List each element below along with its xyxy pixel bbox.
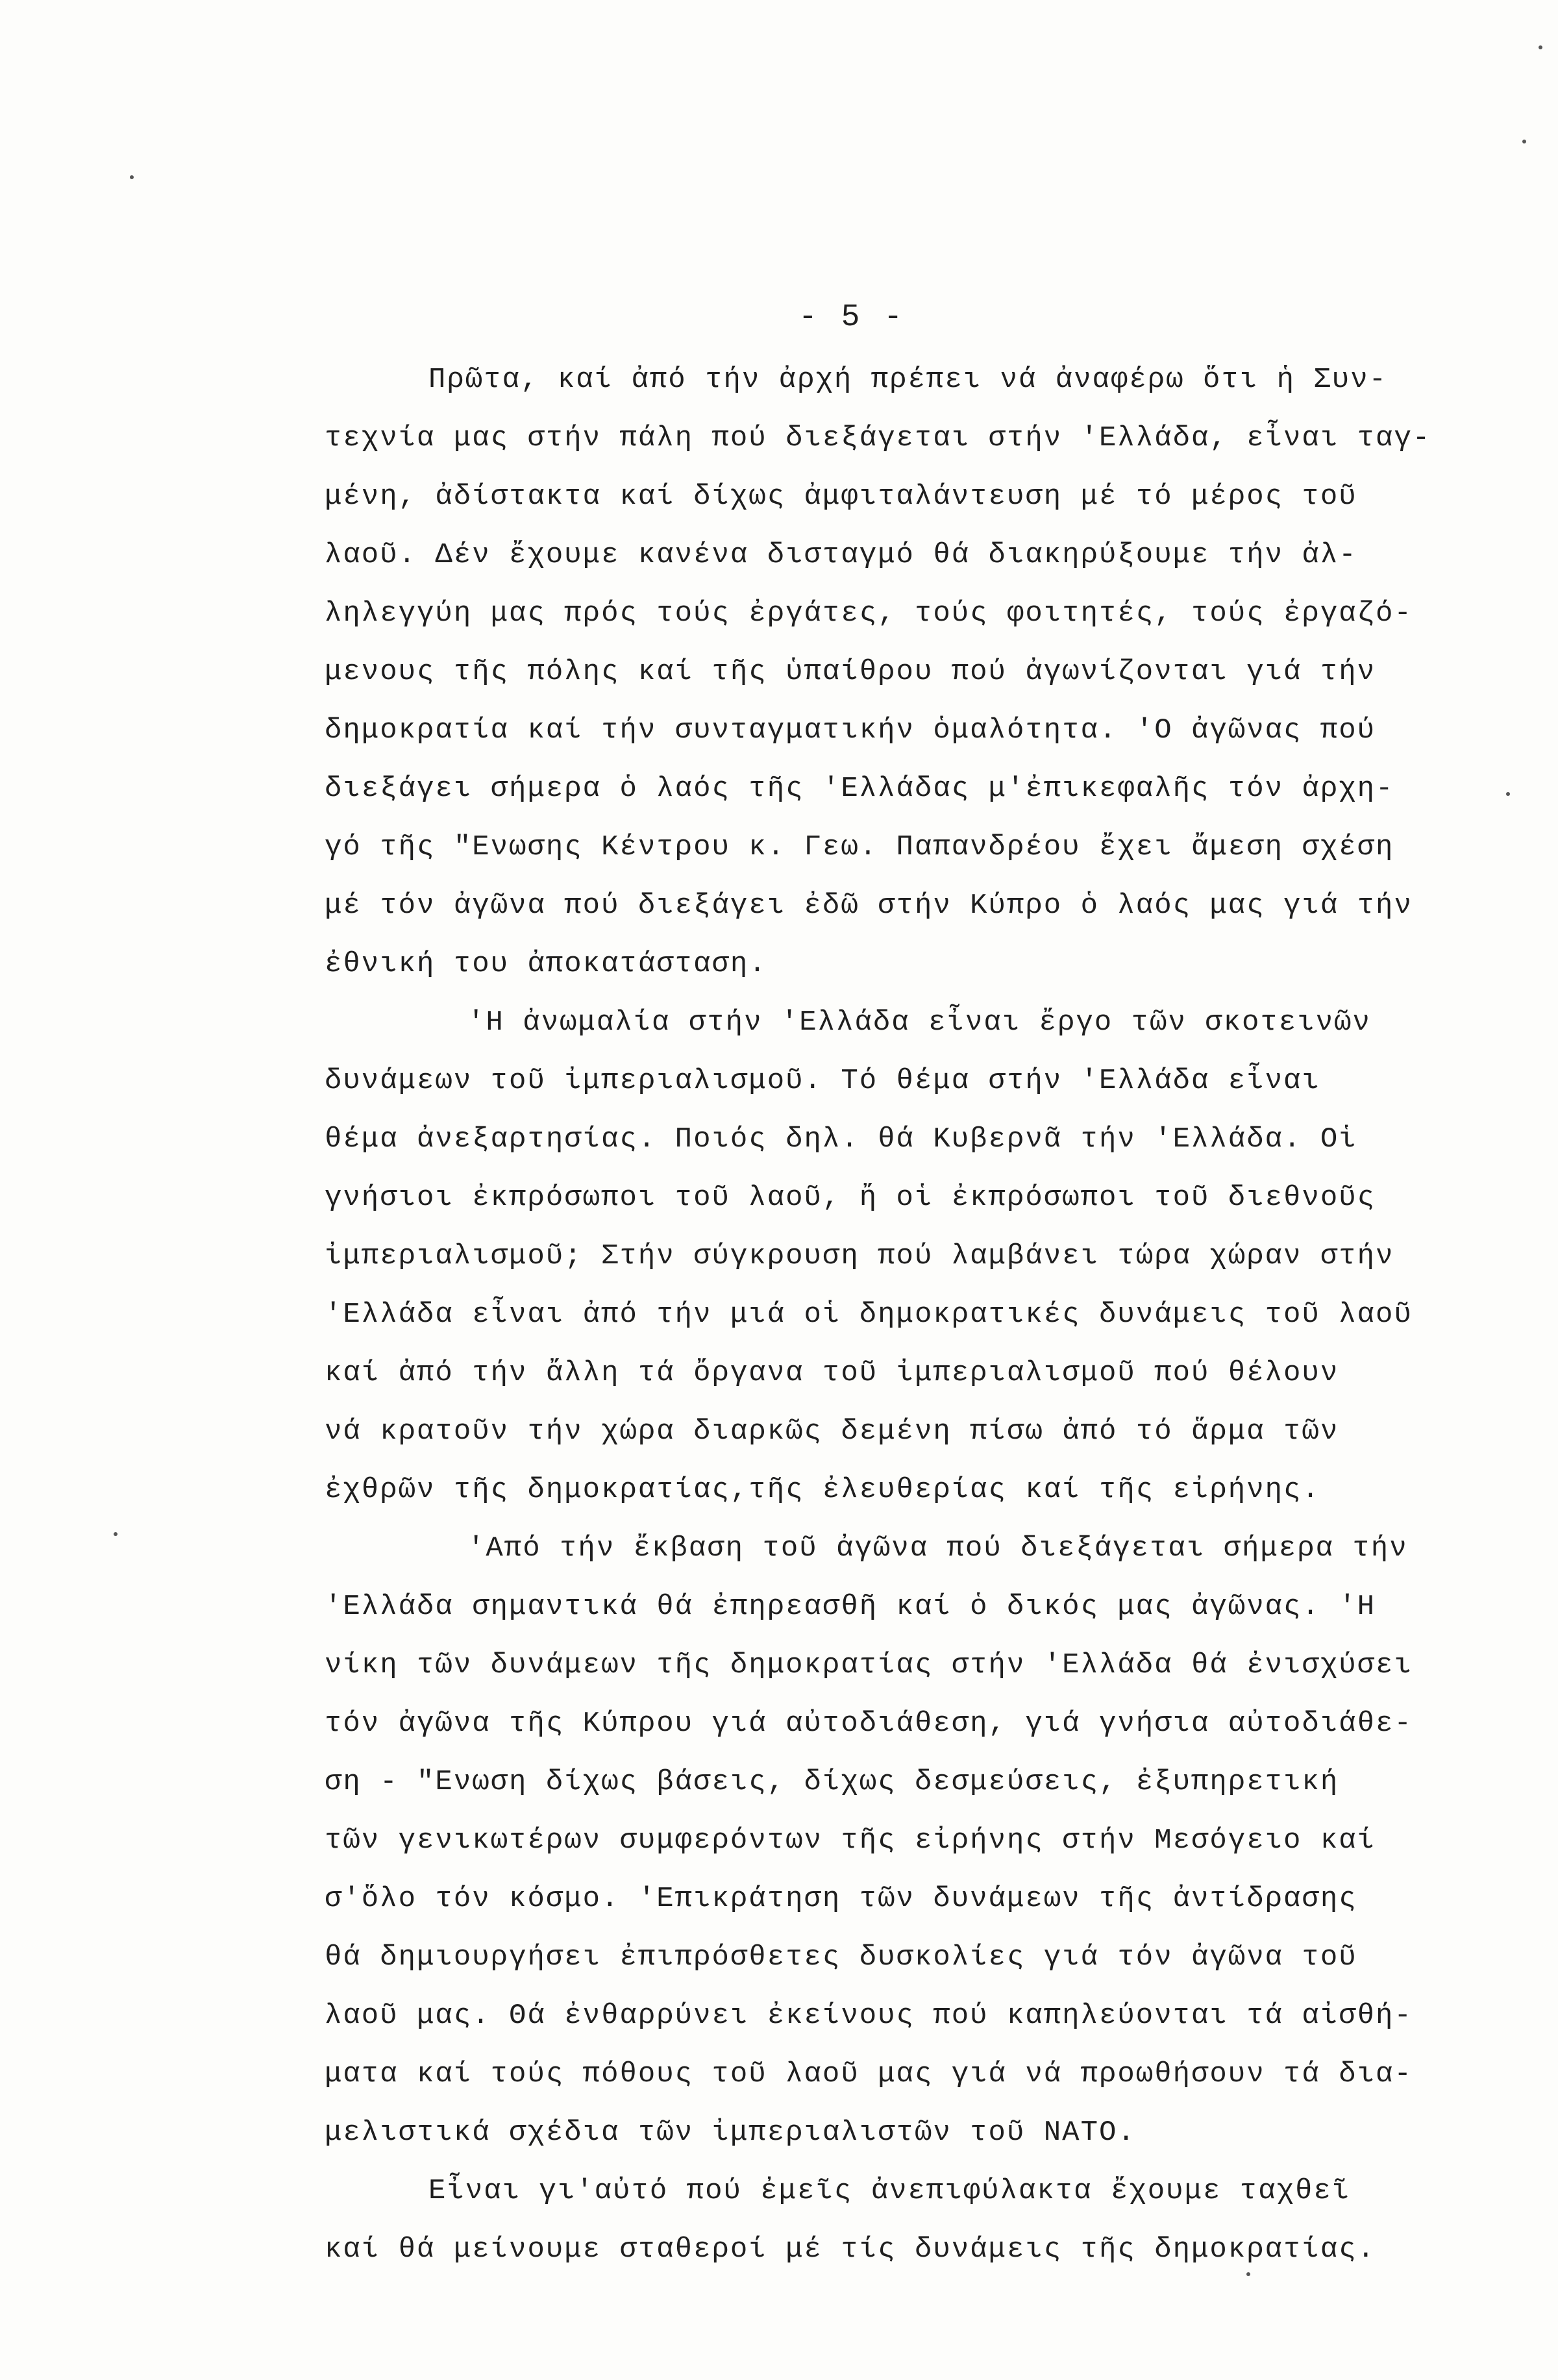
scan-speck xyxy=(1506,792,1510,796)
text-line: δημοκρατία καί τήν συνταγματικήν ὁμαλότητα. 'Ο ἀγῶνας πού xyxy=(325,714,1376,747)
text-line: διεξάγει σήμερα ὁ λαός τῆς 'Ελλάδας μ'ἐπικεφαλῆς τόν ἀρχη- xyxy=(325,773,1394,805)
text-line: νίκη τῶν δυνάμεων τῆς δημοκρατίας στήν 'Ελλάδα θά ἐνισχύσει xyxy=(325,1649,1413,1681)
page-number: - 5 - xyxy=(798,300,906,335)
scan-speck xyxy=(114,1532,117,1536)
text-line: καί θά μείνουμε σταθεροί μέ τίς δυνάμεις τῆς δημοκρατίας. xyxy=(325,2233,1376,2266)
scan-speck xyxy=(1522,140,1526,143)
text-line: ληλεγγύη μας πρός τούς ἐργάτες, τούς φοιτητές, τούς ἐργαζό- xyxy=(325,597,1413,630)
paragraph-4 xyxy=(325,2162,1480,2279)
paragraph-1 xyxy=(325,351,1480,993)
text-line: 'Από τήν ἔκβαση τοῦ ἀγῶνα πού διεξάγεται σήμερα τήν xyxy=(467,1532,1408,1565)
text-line: ση - "Ενωση δίχως βάσεις, δίχως δεσμεύσεις, ἐξυπηρετική xyxy=(325,1766,1339,1798)
text-line: λαοῦ μας. Θά ἐνθαρρύνει ἐκείνους πού καπηλεύονται τά αἰσθή- xyxy=(325,2000,1413,2032)
body-text xyxy=(325,351,1480,2279)
text-line: μέ τόν ἀγῶνα πού διεξάγει ἐδῶ στήν Κύπρο ὁ λαός μας γιά τήν xyxy=(325,889,1413,922)
scan-speck xyxy=(1539,45,1542,49)
text-line: 'Ελλάδα σημαντικά θά ἐπηρεασθῆ καί ὁ δικός μας ἀγῶνας. 'Η xyxy=(325,1591,1376,1623)
text-line: τόν ἀγῶνα τῆς Κύπρου γιά αὐτοδιάθεση, γιά γνήσια αὐτοδιάθε- xyxy=(325,1707,1413,1740)
paragraph-2 xyxy=(325,993,1480,1519)
text-line: μενους τῆς πόλης καί τῆς ὑπαίθρου πού ἀγωνίζονται γιά τήν xyxy=(325,656,1376,688)
text-line: ἰμπεριαλισμοῦ; Στήν σύγκρουση πού λαμβάνει τώρα χώραν στήν xyxy=(325,1240,1394,1272)
paragraph-3 xyxy=(325,1519,1480,2162)
text-line: θά δημιουργήσει ἐπιπρόσθετες δυσκολίες γιά τόν ἀγῶνα τοῦ xyxy=(325,1941,1357,1974)
scan-speck xyxy=(130,175,134,179)
text-line: καί ἀπό τήν ἄλλη τά ὄργανα τοῦ ἰμπεριαλισμοῦ πού θέλουν xyxy=(325,1357,1339,1389)
text-line: γνήσιοι ἐκπρόσωποι τοῦ λαοῦ, ἤ οἱ ἐκπρόσωποι τοῦ διεθνοῦς xyxy=(325,1182,1376,1214)
text-line: 'Ελλάδα εἶναι ἀπό τήν μιά οἱ δημοκρατικές δυνάμεις τοῦ λαοῦ xyxy=(325,1298,1413,1331)
text-line: ματα καί τούς πόθους τοῦ λαοῦ μας γιά νά προωθήσουν τά δια- xyxy=(325,2058,1413,2090)
text-line: σ'ὅλο τόν κόσμο. 'Επικράτηση τῶν δυνάμεων τῆς ἀντίδρασης xyxy=(325,1883,1357,1915)
text-line: λαοῦ. Δέν ἔχουμε κανένα δισταγμό θά διακηρύξουμε τήν ἀλ- xyxy=(325,539,1357,571)
text-line: ἐχθρῶν τῆς δημοκρατίας,τῆς ἐλευθερίας καί τῆς εἰρήνης. xyxy=(325,1474,1320,1506)
scan-speck xyxy=(1246,2272,1250,2276)
text-line: μελιστικά σχέδια τῶν ἰμπεριαλιστῶν τοῦ ΝΑΤΟ. xyxy=(325,2116,1136,2149)
text-line: μένη, ἀδίστακτα καί δίχως ἀμφιταλάντευση μέ τό μέρος τοῦ xyxy=(325,480,1357,513)
text-line: τῶν γενικωτέρων συμφερόντων τῆς εἰρήνης στήν Μεσόγειο καί xyxy=(325,1824,1376,1857)
text-line: θέμα ἀνεξαρτησίας. Ποιός δηλ. θά Κυβερνᾶ τήν 'Ελλάδα. Οἱ xyxy=(325,1123,1357,1156)
text-line: γό τῆς "Ενωσης Κέντρου κ. Γεω. Παπανδρέου ἔχει ἄμεση σχέση xyxy=(325,831,1394,863)
text-line: Εἶναι γι'αὐτό πού ἐμεῖς ἀνεπιφύλακτα ἔχουμε ταχθεῖ xyxy=(428,2175,1351,2207)
text-line: τεχνία μας στήν πάλη πού διεξάγεται στήν 'Ελλάδα, εἶναι ταγ- xyxy=(325,422,1431,454)
text-line: δυνάμεων τοῦ ἰμπεριαλισμοῦ. Τό θέμα στήν 'Ελλάδα εἶναι xyxy=(325,1065,1320,1097)
text-line: ἐθνική του ἀποκατάσταση. xyxy=(325,948,767,980)
text-line: νά κρατοῦν τήν χώρα διαρκῶς δεμένη πίσω ἀπό τό ἅρμα τῶν xyxy=(325,1415,1339,1448)
text-line: Πρῶτα, καί ἀπό τήν ἀρχή πρέπει νά ἀναφέρω ὅτι ἡ Συν- xyxy=(428,364,1388,396)
text-line: 'Η ἀνωμαλία στήν 'Ελλάδα εἶναι ἔργο τῶν σκοτεινῶν xyxy=(467,1006,1371,1039)
